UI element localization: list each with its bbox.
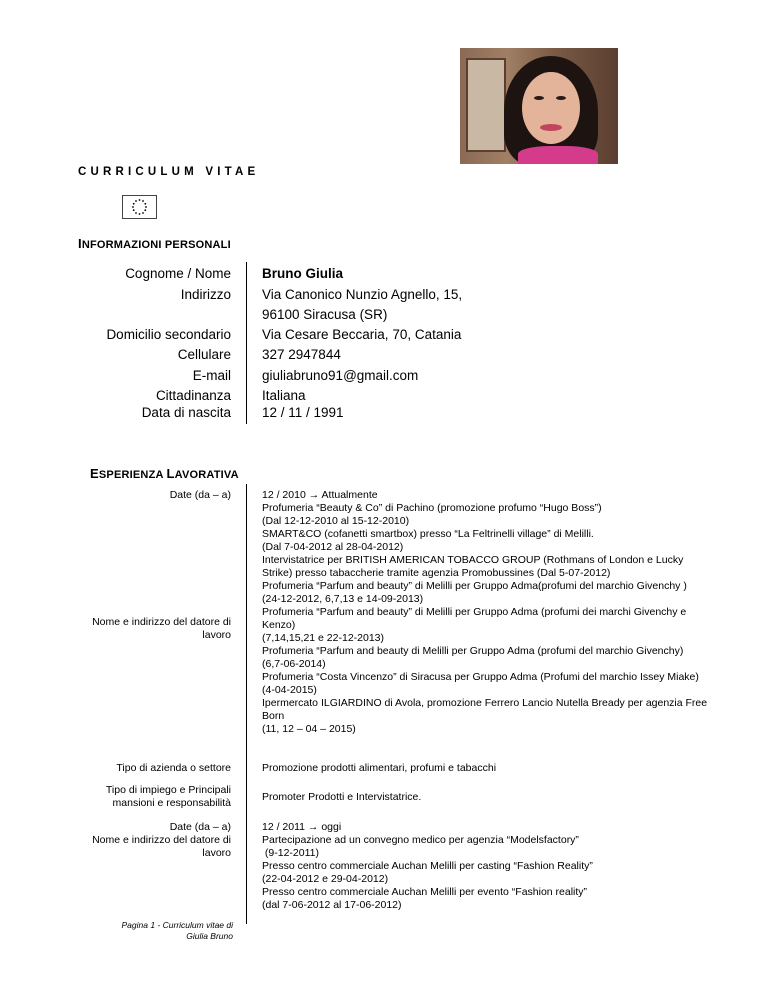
- list-item: (7,14,15,21 e 22-12-2013): [262, 632, 385, 644]
- page-footer: [105, 920, 233, 942]
- page-number: 1: [150, 920, 156, 930]
- list-item: (dal 7-06-2012 al 17-06-2012): [262, 899, 402, 911]
- footer-line-1: Pagina 1 - Curriculum vitae di: [121, 920, 233, 930]
- list-item: Ipermercato ILGIARDINO di Avola, promozione Ferrero Lancio Nutella Bready per agenzia Free: [262, 697, 708, 709]
- column-divider: [246, 262, 247, 424]
- value-role: Promoter Prodotti e Intervistatrice.: [262, 791, 422, 803]
- list-item: Profumeria “Parfum and beauty” di Melilli per Gruppo Adma(profumi del marchio Givenchy ): [262, 580, 687, 592]
- label-dates-2: Date (da – a): [169, 821, 231, 833]
- label-secondary-address: Domicilio secondario: [106, 327, 231, 342]
- list-item: Strike) presso tabaccherie tramite agenzia Promobussines (Dal 5-07-2012): [262, 567, 611, 579]
- list-item: SMART&CO (cofanetti smartbox) presso “La Feltrinelli village” di Melilli.: [262, 528, 594, 540]
- label-citizenship: Cittadinanza: [155, 388, 231, 403]
- value-birth-date: 12 / 11 / 1991: [262, 405, 344, 420]
- column-divider-experience: [246, 484, 247, 924]
- experience-entries-1: [262, 489, 707, 736]
- list-item: (4-04-2015): [262, 684, 317, 696]
- value-email: giuliabruno91@gmail.com: [262, 368, 419, 383]
- list-item: (22-04-2012 e 29-04-2012): [262, 873, 389, 885]
- list-item: (11, 12 – 04 – 2015): [262, 723, 356, 735]
- list-item: Profumeria “Costa Vincenzo” di Siracusa per Gruppo Adma (Profumi del marchio Issey Miake): [262, 671, 699, 683]
- eu-flag-icon: [122, 195, 157, 219]
- list-item: (24-12-2012, 6,7,13 e 14-09-2013): [262, 593, 424, 605]
- value-mobile: 327 2947844: [262, 347, 341, 362]
- label-address: Indirizzo: [180, 287, 231, 302]
- footer-line-2: Giulia Bruno: [186, 931, 233, 941]
- label-email: E-mail: [192, 368, 231, 383]
- list-item: Presso centro commerciale Auchan Melilli per evento “Fashion reality”: [262, 886, 588, 898]
- list-item: Intervistatrice per BRITISH AMERICAN TOBACCO GROUP (Rothmans of London e Lucky: [262, 554, 684, 566]
- section-work-experience: ESPERIENZA LAVORATIVA: [90, 466, 239, 481]
- list-item: Presso centro commerciale Auchan Melilli per casting “Fashion Reality”: [262, 860, 593, 872]
- list-item: (Dal 7-04-2012 al 28-04-2012): [262, 541, 404, 553]
- experience-entries-2: [262, 821, 593, 912]
- list-item: Profumeria “Parfum and beauty” di Melilli per Gruppo Adma (profumi dei marchi Givenchy e: [262, 606, 687, 618]
- profile-photo: [460, 48, 618, 164]
- value-secondary-address: Via Cesare Beccaria, 70, Catania: [262, 327, 462, 342]
- list-item: Kenzo): [262, 619, 296, 631]
- list-item: Profumeria “Beauty & Co” di Pachino (promozione profumo “Hugo Boss”): [262, 502, 602, 514]
- label-mobile: Cellulare: [177, 347, 231, 362]
- list-item: Partecipazione ad un convegno medico per agenzia “Modelsfactory”: [262, 834, 579, 846]
- list-item: (9-12-2011): [262, 847, 320, 859]
- value-address-line2: 96100 Siracusa (SR): [262, 307, 388, 322]
- value-sector: Promozione prodotti alimentari, profumi e tabacchi: [262, 762, 497, 774]
- list-item: 12 / 2011 → oggi: [262, 821, 342, 833]
- list-item: (Dal 12-12-2010 al 15-12-2010): [262, 515, 410, 527]
- list-item: (6,7-06-2014): [262, 658, 326, 670]
- list-item: 12 / 2010 → Attualmente: [262, 489, 378, 501]
- label-employer-2: Nome e indirizzo del datore di lavoro: [92, 834, 231, 859]
- document-title: CURRICULUM VITAE: [78, 166, 260, 178]
- label-dates: Date (da – a): [169, 489, 231, 501]
- label-birth-date: Data di nascita: [141, 405, 231, 420]
- label-role: Tipo di impiego e Principali mansioni e responsabilità: [105, 784, 231, 809]
- value-address-line1: Via Canonico Nunzio Agnello, 15,: [262, 287, 463, 302]
- section-personal-info: INFORMAZIONI PERSONALI: [78, 236, 231, 251]
- value-citizenship: Italiana: [262, 388, 306, 403]
- label-employer: Nome e indirizzo del datore di lavoro: [92, 616, 231, 641]
- value-name: Bruno Giulia: [262, 266, 343, 281]
- label-sector: Tipo di azienda o settore: [116, 762, 231, 774]
- list-item: Born: [262, 710, 285, 722]
- label-name: Cognome / Nome: [125, 266, 231, 281]
- list-item: Profumeria “Parfum and beauty di Melilli per Gruppo Adma (profumi del marchio Givenchy): [262, 645, 684, 657]
